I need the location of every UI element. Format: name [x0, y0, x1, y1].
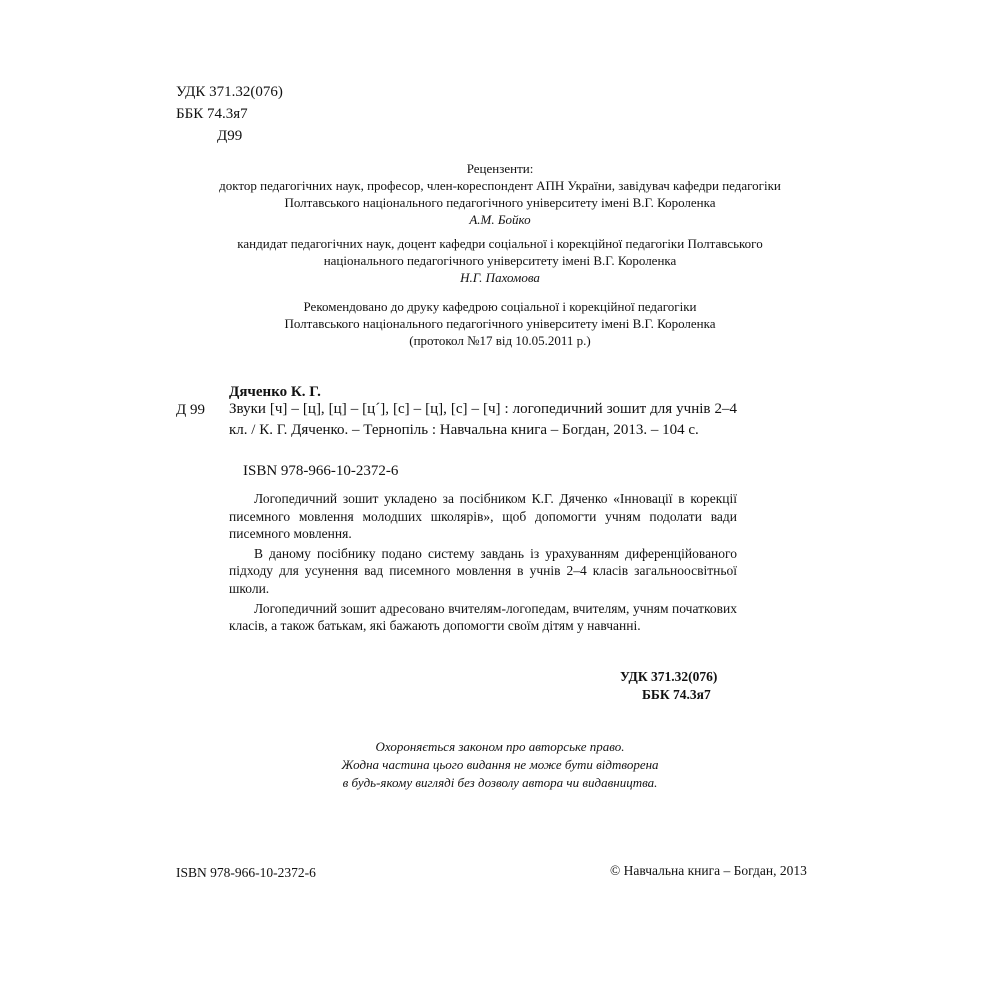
bibliography-code: Д 99	[176, 402, 205, 418]
recommendation-line1: Рекомендовано до друку кафедрою соціальної і корекційної педагогіки	[303, 299, 697, 314]
reviewers-title: Рецензенти:	[466, 161, 534, 176]
reviewer-2	[150, 235, 850, 286]
reviewer-1	[150, 177, 850, 228]
recommendation	[150, 298, 850, 349]
recommendation-line2: Полтавського національного педагогічного університету імені В.Г. Короленка	[284, 316, 716, 331]
bibliography-description: Звуки [ч] – [ц], [ц] – [ц´], [с] – [ц], [с] – [ч] : логопедичний зошит для учнів 2–4 кл. / К. Г. Дяченко. – Тернопіль : Навчальна книга – Богдан, 2013. – 104 с.	[229, 401, 737, 438]
reviewer-1-line2: Полтавського національного педагогічного університету імені В.Г. Короленка	[284, 195, 716, 210]
bibliography-isbn: ISBN 978-966-10-2372-6	[243, 463, 399, 479]
reviewer-1-name: А.М. Бойко	[469, 212, 531, 227]
reviewer-2-name: Н.Г. Пахомова	[460, 270, 540, 285]
reviewer-2-line2: національного педагогічного університету імені В.Г. Короленка	[323, 253, 677, 268]
bibliography-author: Дяченко К. Г.	[229, 384, 321, 400]
udk-code: УДК 371.32(076)	[176, 84, 283, 100]
abstract-paragraph-1: Логопедичний зошит укладено за посібником К.Г. Дяченко «Інновації в корекції писемного мовлення молодших школярів», щоб допомогти учням подолати вади писемного мовлення.	[229, 491, 737, 542]
classification-bottom	[620, 668, 717, 704]
author-code: Д99	[217, 128, 243, 144]
abstract-paragraph-3: Логопедичний зошит адресовано вчителям-логопедам, вчителям, учням початкових класів, а також батькам, які бажають допомогти своїм дітям у навчанні.	[229, 600, 737, 634]
bbk-code: ББК 74.3я7	[176, 106, 248, 122]
copyright-notice-line3: в будь-якому вигляді без дозволу автора чи видавництва.	[342, 775, 658, 790]
footer-copyright: © Навчальна книга – Богдан, 2013	[610, 863, 807, 878]
footer-isbn: ISBN 978-966-10-2372-6	[176, 865, 316, 880]
reviewer-2-line1: кандидат педагогічних наук, доцент кафедри соціальної і корекційної педагогіки Полтавського	[237, 236, 763, 251]
copyright-notice-line1: Охороняється законом про авторське право.	[375, 739, 625, 754]
copyright-notice-line2: Жодна частина цього видання не може бути відтворена	[341, 757, 659, 772]
recommendation-line3: (протокол №17 від 10.05.2011 р.)	[409, 333, 591, 348]
bbk-code-bottom: ББК 74.3я7	[642, 687, 711, 702]
abstract-paragraph-2: В даному посібнику подано систему завдань із урахуванням диференційованого підходу для усунення вад писемного мовлення в учнів 2–4 класів загальноосвітньої школи.	[229, 545, 737, 596]
reviewers-title-group	[150, 160, 850, 177]
classification-block	[176, 81, 283, 147]
reviewers-block	[150, 160, 850, 356]
udk-code-bottom: УДК 371.32(076)	[620, 669, 718, 684]
copyright-notice	[300, 738, 700, 792]
abstract	[229, 490, 737, 635]
reviewer-1-line1: доктор педагогічних наук, професор, член-кореспондент АПН України, завідувач кафедри педагогіки	[219, 178, 781, 193]
